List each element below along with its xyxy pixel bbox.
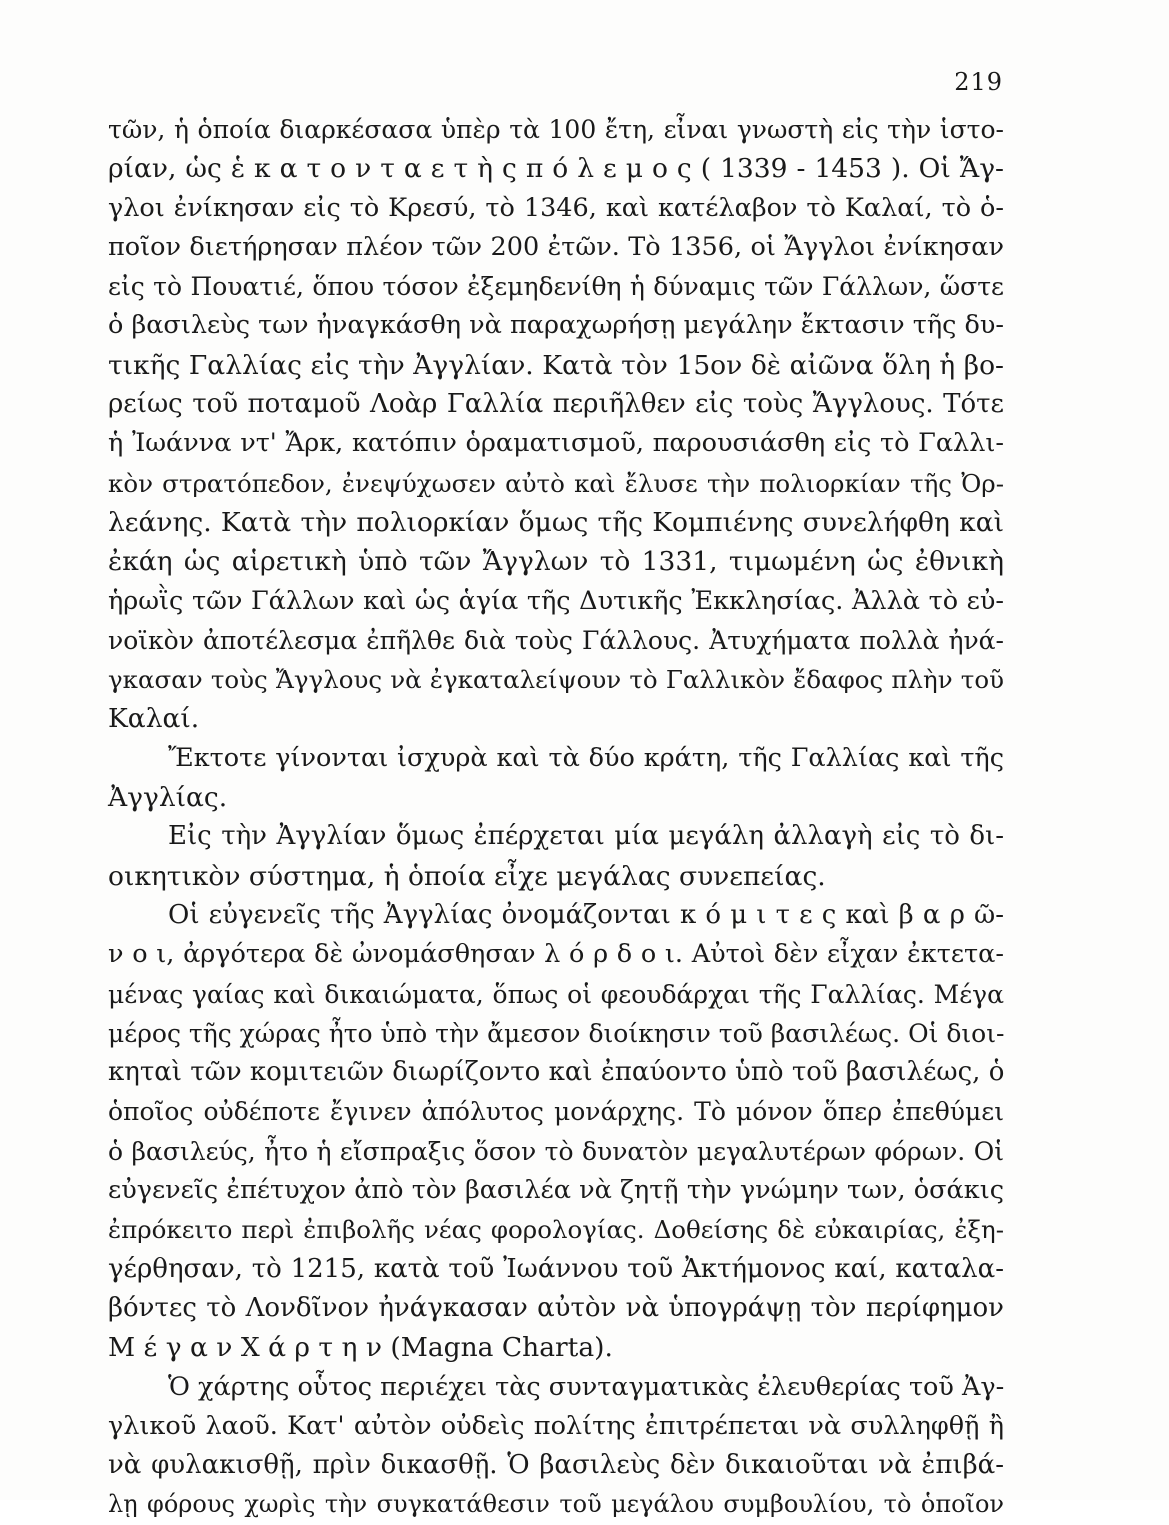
body-text — [108, 110, 1004, 1525]
text-line: λεάνης. Κατὰ τὴν πολιορκίαν ὅμως τῆς Κομπιένης συνελήφθη καὶ — [108, 506, 1004, 538]
page-number: 219 — [954, 68, 1003, 96]
text-line: Οἱ εὐγενεῖς τῆς Ἀγγλίας ὀνομάζονται κ ό μ ι τ ε ς καὶ β α ρ ῶ- — [168, 899, 1004, 930]
text-line: ρείως τοῦ ποταμοῦ Λοὰρ Γαλλία περιῆλθεν εἰς τοὺς Ἄγγλους. Τότε — [108, 389, 1004, 420]
text-line: οικητικὸν σύστημα, ἡ ὁποία εἶχε μεγάλας συνεπείας. — [108, 860, 826, 892]
text-line: λῃ φόρους χωρὶς τὴν συγκατάθεσιν τοῦ μεγάλου συμβουλίου, τὸ ὁποῖον — [108, 1490, 1004, 1519]
text-line: ἡ Ἰωάννα ντ' Ἄρκ, κατόπιν ὁραματισμοῦ, παρουσιάσθη εἰς τὸ Γαλλι- — [108, 428, 1004, 459]
text-line: Ὁ χάρτης οὗτος περιέχει τὰς συνταγματικὰς ἐλευθερίας τοῦ Ἀγ- — [168, 1371, 1005, 1402]
text-line: Ἀγγλίας. — [108, 782, 228, 814]
text-line: μένας γαίας καὶ δικαιώματα, ὅπως οἱ φεουδάρχαι τῆς Γαλλίας. Μέγα — [108, 979, 1004, 1009]
text-line: νοϊκὸν ἀποτέλεσμα ἐπῆλθε διὰ τοὺς Γάλλους. Ἀτυχήματα πολλὰ ἠνά- — [108, 625, 1004, 655]
text-line: μέρος τῆς χώρας ἦτο ὑπὸ τὴν ἄμεσον διοίκησιν τοῦ βασιλέως. Οἱ διοι- — [108, 1018, 1005, 1048]
text-line: ἡρωῒς τῶν Γάλλων καὶ ὡς ἁγία τῆς Δυτικῆς Ἐκκλησίας. Ἀλλὰ τὸ εὐ- — [108, 585, 1004, 616]
text-line: γλικοῦ λαοῦ. Κατ' αὐτὸν οὐδεὶς πολίτης ἐπιτρέπεται νὰ συλληφθῇ ἢ — [108, 1410, 1004, 1441]
text-line: γλοι ἐνίκησαν εἰς τὸ Κρεσύ, τὸ 1346, καὶ κατέλαβον τὸ Καλαί, τὸ ὁ- — [108, 192, 1004, 223]
text-line: βόντες τὸ Λονδῖνον ἠνάγκασαν αὐτὸν νὰ ὑπογράψῃ τὸν περίφημον — [108, 1292, 1004, 1323]
text-line: ν ο ι, ἀργότερα δὲ ὠνομάσθησαν λ ό ρ δ ο ι. Αὐτοὶ δὲν εἶχαν ἐκτετα- — [108, 939, 1004, 970]
text-line: Καλαί. — [108, 703, 200, 735]
text-line: ὁποῖος οὐδέποτε ἔγινεν ἀπόλυτος μονάρχης. Τὸ μόνον ὅπερ ἐπεθύμει — [108, 1097, 1004, 1127]
text-line: τικῆς Γαλλίας εἰς τὴν Ἀγγλίαν. Κατὰ τὸν 15ον δὲ αἰῶνα ὅλη ἡ βο- — [108, 349, 1004, 381]
text-line: ρίαν, ὡς ἑ κ α τ ο ν τ α ε τ ὴ ς π ό λ ε μ ο ς ( 1339 - 1453 ). Οἱ Ἄγ- — [108, 153, 1004, 185]
text-line: νὰ φυλακισθῇ, πρὶν δικασθῇ. Ὁ βασιλεὺς δὲν δικαιοῦται νὰ ἐπιβά- — [108, 1450, 1004, 1481]
text-line: εὐγενεῖς ἐπέτυχον ἀπὸ τὸν βασιλέα νὰ ζητῇ τὴν γνώμην των, ὁσάκις — [108, 1175, 1004, 1206]
text-line: Εἰς τὴν Ἀγγλίαν ὅμως ἐπέρχεται μία μεγάλη ἀλλαγὴ εἰς τὸ δι- — [168, 821, 1004, 852]
text-line: ποῖον διετήρησαν πλέον τῶν 200 ἐτῶν. Τὸ 1356, οἱ Ἄγγλοι ἐνίκησαν — [108, 231, 1004, 262]
text-line: γκασαν τοὺς Ἄγγλους νὰ ἐγκαταλείψουν τὸ Γαλλικὸν ἔδαφος πλὴν τοῦ — [108, 665, 1004, 695]
text-line: κὸν στρατόπεδον, ἐνεψύχωσεν αὐτὸ καὶ ἔλυσε τὴν πολιορκίαν τῆς Ὀρ- — [108, 468, 1004, 498]
text-line: Ἔκτοτε γίνονται ἰσχυρὰ καὶ τὰ δύο κράτη, τῆς Γαλλίας καὶ τῆς — [168, 742, 1004, 773]
text-line: ἐκάη ὡς αἱρετικὴ ὑπὸ τῶν Ἄγγλων τὸ 1331, τιμωμένη ὡς ἐθνικὴ — [108, 546, 1004, 578]
text-line: κηταὶ τῶν κομιτειῶν διωρίζοντο καὶ ἐπαύοντο ὑπὸ τοῦ βασιλέως, ὁ — [108, 1057, 1005, 1088]
text-line: γέρθησαν, τὸ 1215, κατὰ τοῦ Ἰωάννου τοῦ Ἀκτήμονος καί, καταλα- — [108, 1253, 1004, 1284]
text-line: ὁ βασιλεύς, ἦτο ἡ εἴσπραξις ὅσον τὸ δυνατὸν μεγαλυτέρων φόρων. Οἱ — [108, 1136, 1004, 1166]
text-line: εἰς τὸ Πουατιέ, ὅπου τόσον ἐξεμηδενίθη ἡ δύναμις τῶν Γάλλων, ὥστε — [108, 272, 1004, 302]
text-line: ὁ βασιλεὺς των ἠναγκάσθη νὰ παραχωρήσῃ μεγάλην ἔκτασιν τῆς δυ- — [108, 310, 1004, 341]
text-line: τῶν, ἡ ὁποία διαρκέσασα ὑπὲρ τὰ 100 ἔτη, εἶναι γνωστὴ εἰς τὴν ἱστο- — [108, 115, 1004, 144]
text-line: Μ έ γ α ν Χ ά ρ τ η ν (Magna Charta). — [108, 1332, 613, 1364]
text-line: ἐπρόκειτο περὶ ἐπιβολῆς νέας φορολογίας. Δοθείσης δὲ εὐκαιρίας, ἐξη- — [108, 1215, 1004, 1245]
